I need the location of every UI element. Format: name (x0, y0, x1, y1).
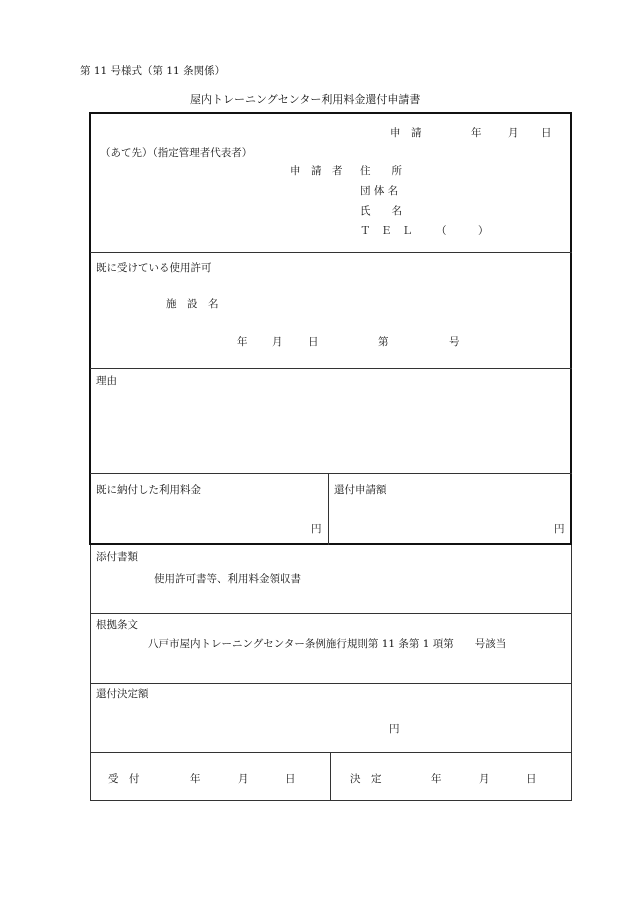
permit-month-label: 月 (272, 336, 283, 348)
divider (90, 752, 572, 753)
permit-no-prefix: 第 (378, 336, 389, 348)
apply-month-label: 月 (508, 127, 519, 139)
refund-request-heading: 還付申請額 (334, 484, 387, 496)
tel-parens: （ ） (436, 225, 489, 237)
permit-year-label: 年 (237, 336, 248, 348)
received-month-label: 月 (238, 773, 249, 785)
addressee: （あて先）（指定管理者代表者） (100, 147, 253, 159)
form-title: 屋内トレーニングセンター利用料金還付申請書 (190, 93, 421, 106)
attachment-content: 使用許可書等、利用料金領収書 (154, 573, 301, 585)
decided-day-label: 日 (526, 773, 537, 785)
received-label: 受 付 (108, 773, 140, 785)
basis-content: 八戸市屋内トレーニングセンター条例施行規則第 11 条第 1 項第 号該当 (148, 638, 507, 650)
decision-amount-heading: 還付決定額 (96, 688, 149, 700)
permit-day-label: 日 (308, 336, 319, 348)
decided-label: 決 定 (350, 773, 382, 785)
received-year-label: 年 (190, 773, 201, 785)
address-label: 住 所 (360, 165, 402, 177)
form-number: 第 11 号様式（第 11 条関係） (80, 65, 226, 77)
facility-name-label: 施 設 名 (166, 298, 219, 310)
divider (90, 683, 572, 684)
divider (90, 252, 572, 253)
decided-year-label: 年 (431, 773, 442, 785)
divider (330, 752, 331, 801)
received-day-label: 日 (285, 773, 296, 785)
divider (90, 473, 572, 474)
decided-month-label: 月 (479, 773, 490, 785)
divider (328, 473, 329, 545)
group-name-label: 団 体 名 (360, 185, 399, 197)
apply-label: 申 請 (390, 127, 422, 139)
reason-heading: 理由 (96, 375, 117, 387)
paid-fee-heading: 既に納付した利用料金 (96, 484, 201, 496)
divider (90, 368, 572, 369)
refund-request-unit: 円 (554, 523, 565, 535)
permit-no-suffix: 号 (449, 336, 460, 348)
tel-label: Ｔ Ｅ Ｌ (360, 225, 413, 237)
apply-year-label: 年 (471, 127, 482, 139)
attachment-heading: 添付書類 (96, 551, 138, 563)
divider (90, 613, 572, 614)
apply-day-label: 日 (541, 127, 552, 139)
permit-heading: 既に受けている使用許可 (96, 262, 212, 274)
name-label: 氏 名 (360, 205, 402, 217)
basis-heading: 根拠条文 (96, 619, 138, 631)
decision-amount-unit: 円 (389, 723, 400, 735)
applicant-label: 申 請 者 (290, 165, 343, 177)
paid-fee-unit: 円 (311, 523, 322, 535)
